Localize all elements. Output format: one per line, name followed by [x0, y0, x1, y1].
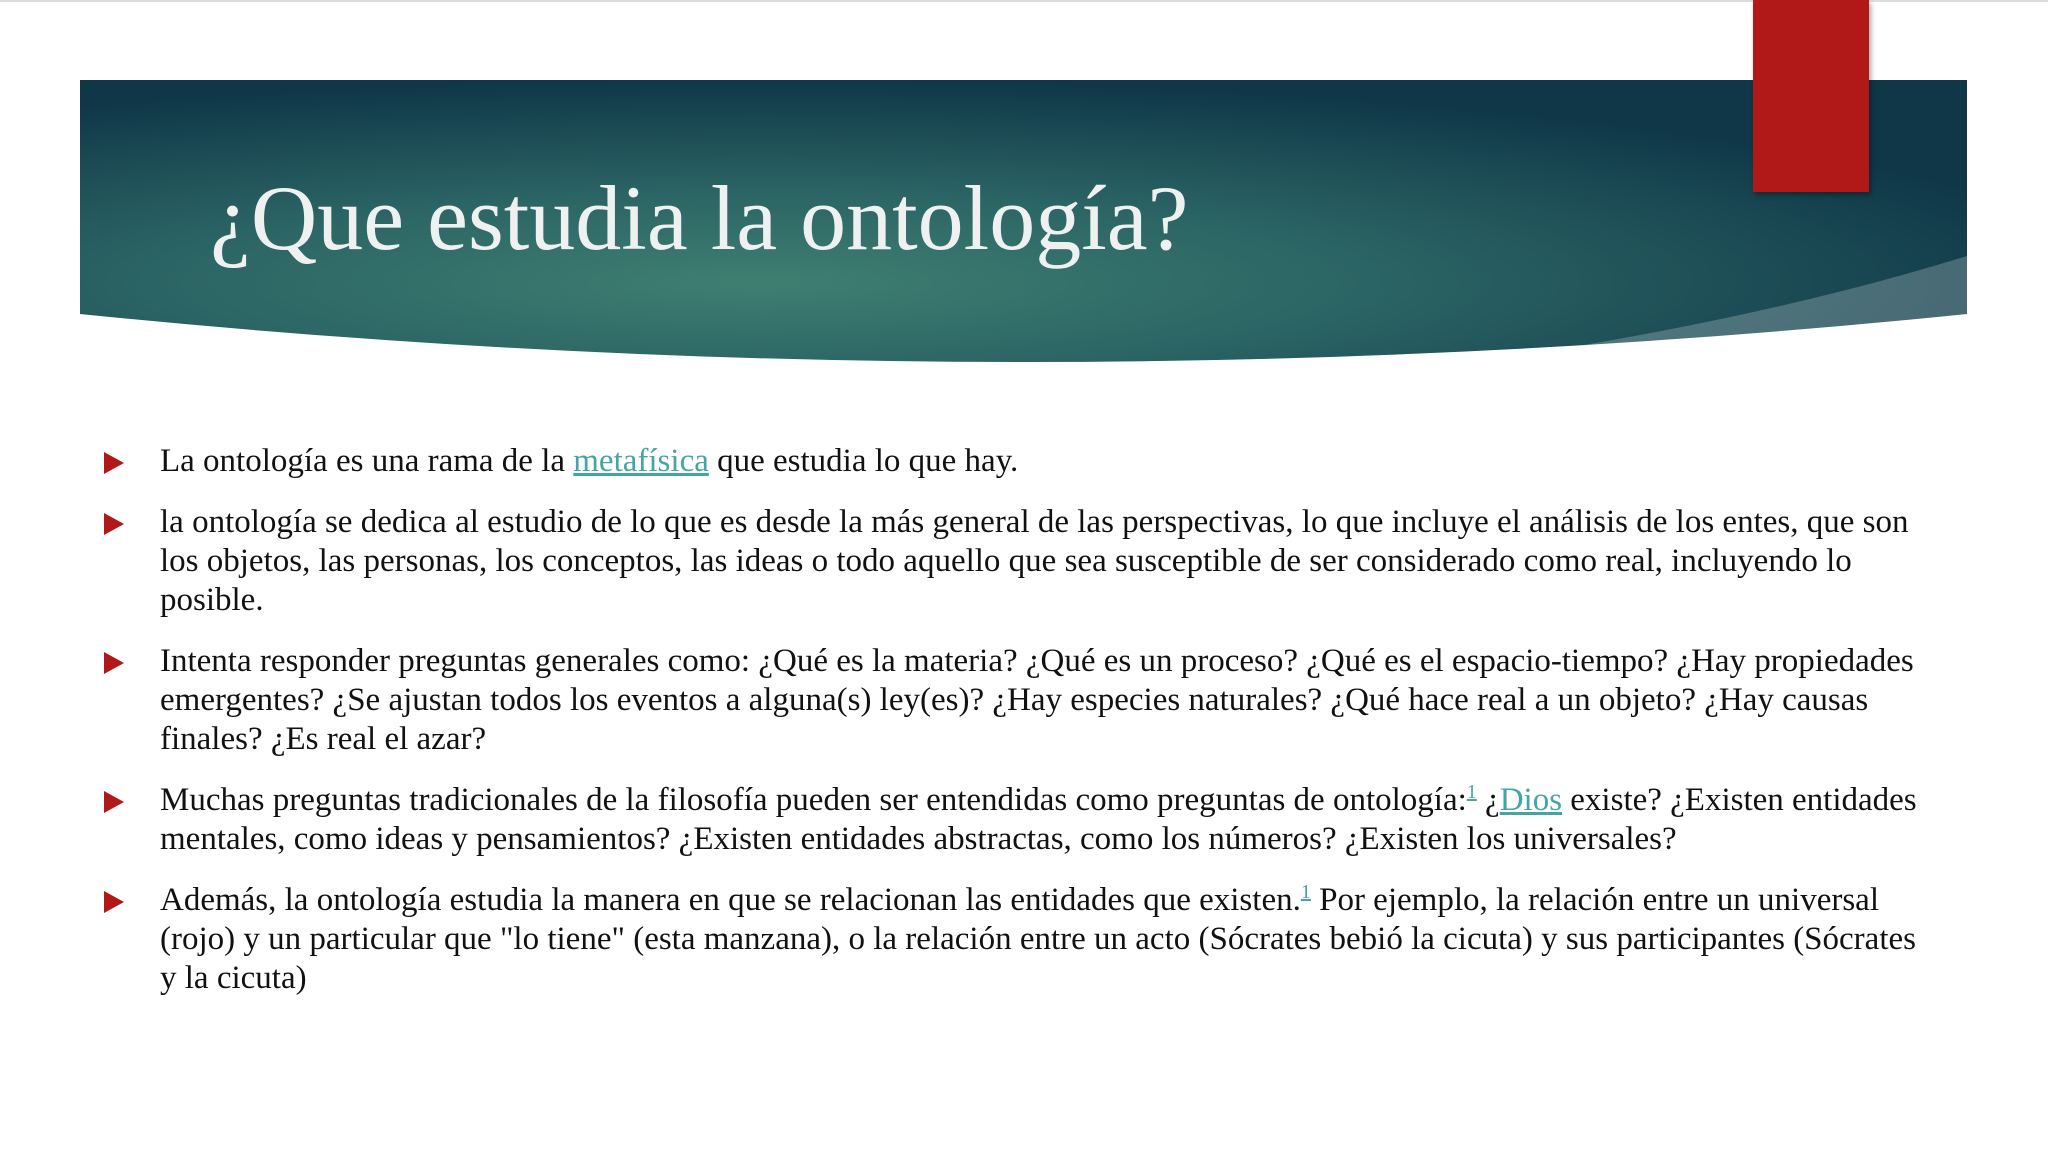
- bullet-item-4: [160, 781, 1930, 859]
- metafisica-link[interactable]: metafísica: [573, 443, 709, 479]
- footnote-link[interactable]: 1: [1300, 881, 1311, 903]
- slide-title: ¿Que estudia la ontología?: [210, 167, 1189, 269]
- bullet-text: La ontología es una rama de la: [160, 443, 574, 479]
- bullet-text: Muchas preguntas tradicionales de la filosofía pueden ser entendidas como preguntas de ontología:: [160, 782, 1467, 818]
- triangle-bullet-icon: [104, 791, 124, 813]
- bullet-item-5: [160, 881, 1930, 998]
- bullet-text: ¿: [1476, 782, 1500, 818]
- footnote-link[interactable]: 1: [1466, 781, 1477, 803]
- bullet-item-2: [160, 503, 1930, 620]
- dios-link[interactable]: Dios: [1499, 782, 1563, 818]
- triangle-bullet-icon: [104, 652, 124, 674]
- bullet-text: existe? ¿Existen entidades mentales, como ideas y pensamientos? ¿Existen entidades abstractas, como los números? ¿Existen los universales?: [160, 782, 1917, 857]
- bullet-text: que estudia lo que hay.: [708, 443, 1019, 479]
- triangle-bullet-icon: [104, 513, 124, 535]
- bullet-list: [160, 442, 1930, 1020]
- bullet-text: Además, la ontología estudia la manera en que se relacionan las entidades que existen.: [160, 882, 1301, 918]
- bullet-text: Por ejemplo, la relación entre un universal (rojo) y un particular que "lo tiene" (esta manzana), o la relación entre un acto (Sócrates bebió la cicuta) y sus participantes (Sócrates y la cicuta): [160, 882, 1916, 996]
- bullet-item-3: [160, 642, 1930, 759]
- bullet-text: la ontología se dedica al estudio de lo que es desde la más general de las perspectivas, lo que incluye el análisis de los entes, que son los objetos, las personas, los conceptos, las ideas o todo aquello que sea susceptible de ser considerado como real, incluyendo lo posible.: [160, 504, 1909, 618]
- bullet-text: Intenta responder preguntas generales como: ¿Qué es la materia? ¿Qué es un proceso? ¿Qué es el espacio-tiempo? ¿Hay propiedades emergentes? ¿Se ajustan todos los eventos a alguna(s) ley(es)? ¿Hay especies naturales? ¿Qué hace real a un objeto? ¿Hay causas finales? ¿Es real el azar?: [160, 643, 1914, 757]
- triangle-bullet-icon: [104, 891, 124, 913]
- triangle-bullet-icon: [104, 452, 124, 474]
- red-accent-tab: [1753, 0, 1869, 192]
- bullet-item-1: [160, 442, 1930, 481]
